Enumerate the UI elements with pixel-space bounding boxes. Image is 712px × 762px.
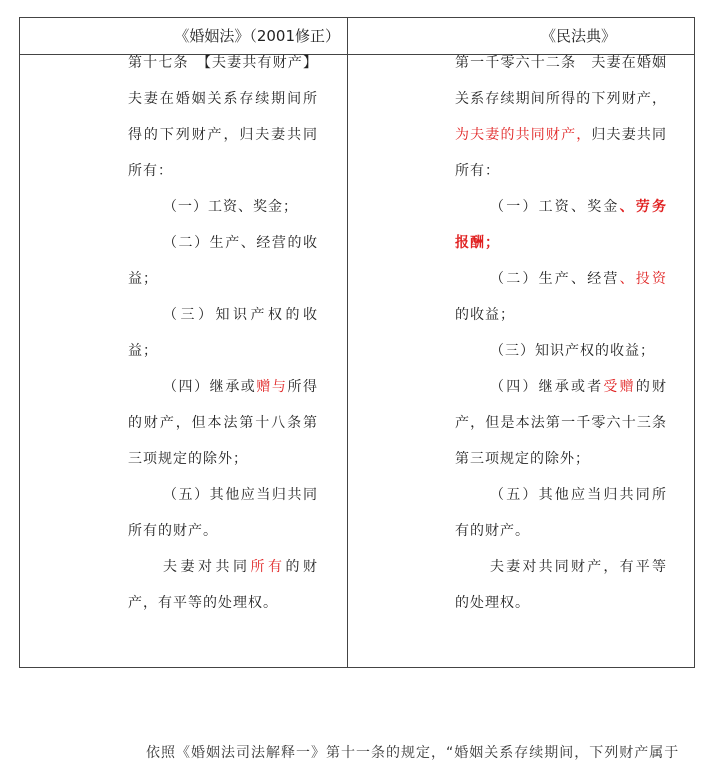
right-last-paragraph: 夫妻对共同财产，有平等的处理权。 — [455, 559, 667, 611]
right-article-intro: 第一千零六十二条 夫妻在婚姻关系存续期间所得的下列财产，为夫妻的共同财产，归夫妻共同所有： — [455, 55, 668, 179]
left-article-intro: 第十七条 【夫妻共有财产】夫妻在婚姻关系存续期间所得的下列财产，归夫妻共同所有： — [128, 55, 318, 179]
column-divider — [347, 18, 348, 667]
left-item-2: （二）生产、经营的收益； — [128, 235, 318, 287]
left-item-1: （一）工资、奖金； — [163, 199, 298, 215]
left-item-4-highlight: 赠与 — [256, 379, 288, 395]
left-item-4: （四）继承或赠与所得的财产，但本法第十八条第三项规定的除外； — [128, 379, 319, 467]
body-text-fragment: 依照《婚姻法司法解释一》第十一条的规定，“婚姻关系存续期间，下列财产属于 — [146, 745, 680, 761]
header-left: 《婚姻法》（2001修正） — [174, 27, 340, 45]
right-intro-highlight: 为夫妻的共同财产， — [455, 127, 592, 143]
right-item-5: （五）其他应当归共同所有的财产。 — [455, 487, 667, 539]
right-item-4-highlight: 受赠 — [603, 379, 636, 395]
left-item-5: （五）其他应当归共同所有的财产。 — [128, 487, 318, 539]
right-item-1-highlight: 、劳务报酬； — [455, 199, 668, 251]
header-right: 《民法典》 — [540, 27, 616, 45]
left-item-3: （三）知识产权的收益； — [128, 307, 318, 359]
right-item-2: （二）生产、经营、投资的收益； — [455, 271, 668, 323]
left-column — [128, 45, 318, 621]
right-column — [455, 45, 667, 621]
left-last-paragraph: 夫妻对共同所有的财产，有平等的处理权。 — [128, 559, 318, 611]
right-item-4: （四）继承或者受赠的财产，但是本法第一千零六十三条第三项规定的除外； — [455, 379, 668, 467]
right-item-2-highlight: 、投资 — [619, 271, 668, 287]
right-item-1: （一）工资、奖金、劳务报酬； — [455, 199, 668, 251]
right-item-3: （三）知识产权的收益； — [490, 343, 655, 359]
left-last-highlight: 所有 — [250, 559, 286, 575]
